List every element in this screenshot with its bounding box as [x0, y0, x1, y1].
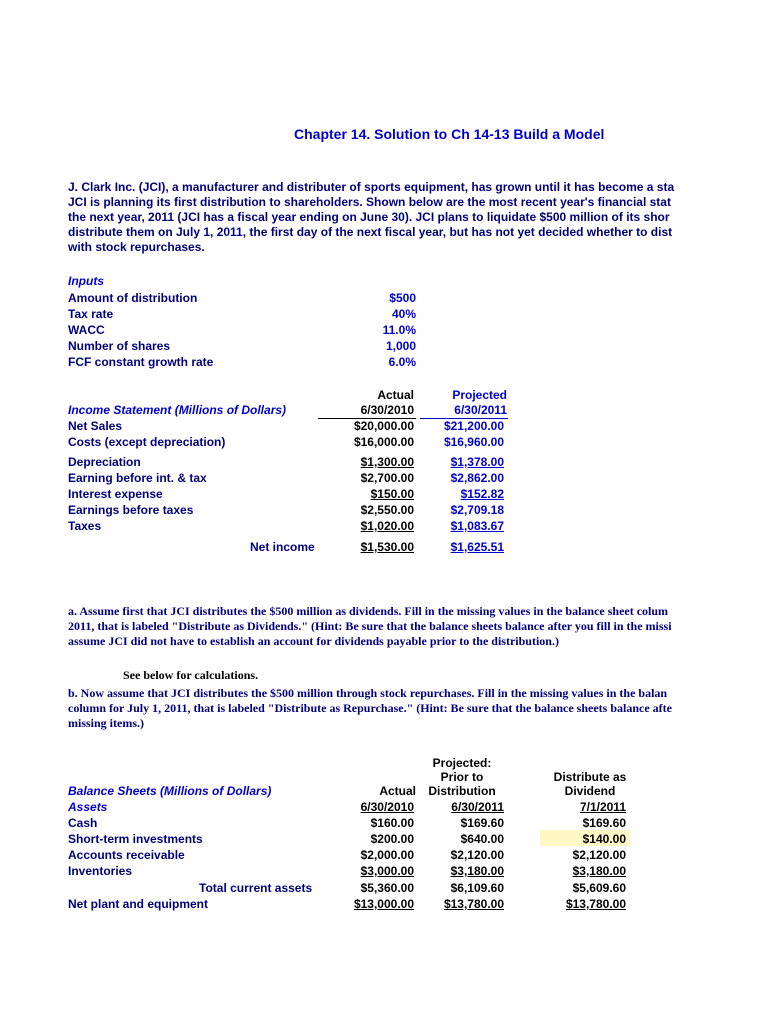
balance-row-prior: $169.60 — [460, 816, 504, 830]
balance-row-dividend: $2,120.00 — [572, 848, 626, 862]
balance-row-label: Cash — [68, 816, 98, 830]
net-income-projected: $1,625.51 — [450, 540, 504, 554]
income-row-actual: $1,300.00 — [360, 455, 414, 469]
income-col-actual-label: Actual — [377, 388, 414, 402]
net-income-label: Net income — [250, 540, 315, 554]
question-b — [68, 686, 696, 731]
input-value: 6.0% — [388, 355, 416, 369]
balance-row-label: Short-term investments — [68, 832, 203, 846]
intro-line: JCI is planning its first distribution to shareholders. Shown below are the most recent year's financial stat — [68, 195, 671, 209]
balance-row-dividend: $3,180.00 — [572, 864, 626, 878]
balance-col-dividend-line1: Distribute as — [553, 770, 627, 784]
question-a — [68, 604, 696, 649]
balance-row-dividend: $169.60 — [582, 816, 626, 830]
question-b-line: b. Now assume that JCI distributes the $500 million through stock repurchases. Fill in the missing values in the balan — [68, 686, 668, 700]
income-row-actual: $2,550.00 — [360, 503, 414, 517]
balance-col-prior-line3: Distribution — [428, 784, 496, 798]
question-a-line: a. Assume first that JCI distributes the $500 million as dividends. Fill in the missing values in the balance sheet colum — [68, 604, 669, 618]
question-b-line: missing items.) — [68, 716, 144, 730]
income-row-actual: $150.00 — [370, 487, 414, 501]
income-row-label: Net Sales — [68, 419, 123, 433]
income-col-projected-date: 6/30/2011 — [454, 403, 507, 417]
page-title: Chapter 14. Solution to Ch 14-13 Build a Model — [294, 126, 605, 142]
income-row-label: Taxes — [68, 519, 102, 533]
total-current-assets-label: Total current assets — [199, 881, 313, 895]
balance-row-actual: $3,000.00 — [360, 864, 414, 878]
input-value: 1,000 — [385, 339, 416, 353]
income-row-actual: $1,020.00 — [360, 519, 414, 533]
balance-date-actual: 6/30/2010 — [360, 800, 414, 814]
income-row-actual: $2,700.00 — [360, 471, 414, 485]
net-plant-actual: $13,000.00 — [353, 897, 414, 911]
balance-date-dividend: 7/1/2011 — [579, 800, 626, 814]
question-a-line: 2011, that is labeled "Distribute as Dividends." (Hint: Be sure that the balance sheets balance after you fill in the missi — [68, 619, 672, 633]
balance-row-dividend: $140.00 — [582, 832, 626, 846]
balance-row-label: Accounts receivable — [68, 848, 185, 862]
input-label: Amount of distribution — [68, 291, 198, 305]
income-row-projected: $2,862.00 — [450, 471, 504, 485]
balance-header: Balance Sheets (Millions of Dollars) — [68, 784, 272, 798]
intro-line: with stock repurchases. — [68, 240, 205, 254]
net-plant-label: Net plant and equipment — [68, 897, 209, 911]
input-label: FCF constant growth rate — [68, 355, 214, 369]
balance-row-prior: $3,180.00 — [450, 864, 504, 878]
balance-col-dividend-line2: Dividend — [564, 784, 616, 798]
input-label: WACC — [68, 323, 105, 337]
income-row-label: Interest expense — [68, 487, 163, 501]
see-below-note: See below for calculations. — [123, 668, 259, 682]
balance-row-actual: $200.00 — [370, 832, 414, 846]
input-value: 11.0% — [382, 323, 416, 337]
balance-row-label: Inventories — [68, 864, 133, 878]
balance-col-actual: Actual — [379, 784, 416, 798]
income-header: Income Statement (Millions of Dollars) — [68, 403, 287, 417]
income-row-projected: $1,378.00 — [450, 455, 504, 469]
input-label: Tax rate — [68, 307, 114, 321]
balance-date-prior: 6/30/2011 — [451, 800, 504, 814]
intro-line: the next year, 2011 (JCI has a fiscal year ending on June 30). JCI plans to liquidate $500 million of its shor — [68, 210, 670, 224]
income-row-projected: $1,083.67 — [450, 519, 504, 533]
net-plant-prior: $13,780.00 — [443, 897, 504, 911]
income-row-label: Depreciation — [68, 455, 141, 469]
balance-col-prior-line1: Projected: — [432, 756, 492, 770]
assets-label: Assets — [68, 800, 108, 814]
inputs-header: Inputs — [68, 274, 104, 288]
balance-row-actual: $2,000.00 — [360, 848, 414, 862]
income-row-label: Costs (except depreciation) — [68, 435, 226, 449]
total-current-assets-dividend: $5,609.60 — [572, 881, 626, 895]
balance-row-prior: $2,120.00 — [450, 848, 504, 862]
intro-paragraph — [68, 180, 696, 255]
income-row-label: Earnings before taxes — [68, 503, 194, 517]
balance-row-actual: $160.00 — [370, 816, 414, 830]
income-col-projected-label: Projected — [452, 388, 507, 402]
intro-line: J. Clark Inc. (JCI), a manufacturer and distributer of sports equipment, has grown until it has become a sta — [68, 180, 675, 194]
income-row-actual: $16,000.00 — [353, 435, 414, 449]
net-income-actual: $1,530.00 — [360, 540, 414, 554]
balance-col-prior-line2: Prior to — [440, 770, 484, 784]
total-current-assets-actual: $5,360.00 — [360, 881, 414, 895]
input-value: $500 — [389, 291, 416, 305]
intro-line: distribute them on July 1, 2011, the first day of the next fiscal year, but has not yet decided whether to dist — [68, 225, 673, 239]
income-row-actual: $20,000.00 — [353, 419, 414, 433]
income-row-projected: $21,200.00 — [443, 419, 504, 433]
question-b-line: column for July 1, 2011, that is labeled "Distribute as Repurchase." (Hint: Be sure that the balance sheets balance afte — [68, 701, 672, 715]
income-row-projected: $2,709.18 — [450, 503, 504, 517]
income-col-actual-date: 6/30/2010 — [360, 403, 414, 417]
income-row-projected: $16,960.00 — [443, 435, 504, 449]
income-row-projected: $152.82 — [460, 487, 504, 501]
input-label: Number of shares — [68, 339, 171, 353]
total-current-assets-prior: $6,109.60 — [450, 881, 504, 895]
balance-row-prior: $640.00 — [460, 832, 504, 846]
net-plant-dividend: $13,780.00 — [565, 897, 626, 911]
question-a-line: assume JCI did not have to establish an account for dividends payable prior to the distribution.) — [68, 634, 559, 648]
income-row-label: Earning before int. & tax — [68, 471, 207, 485]
input-value: 40% — [391, 307, 416, 321]
